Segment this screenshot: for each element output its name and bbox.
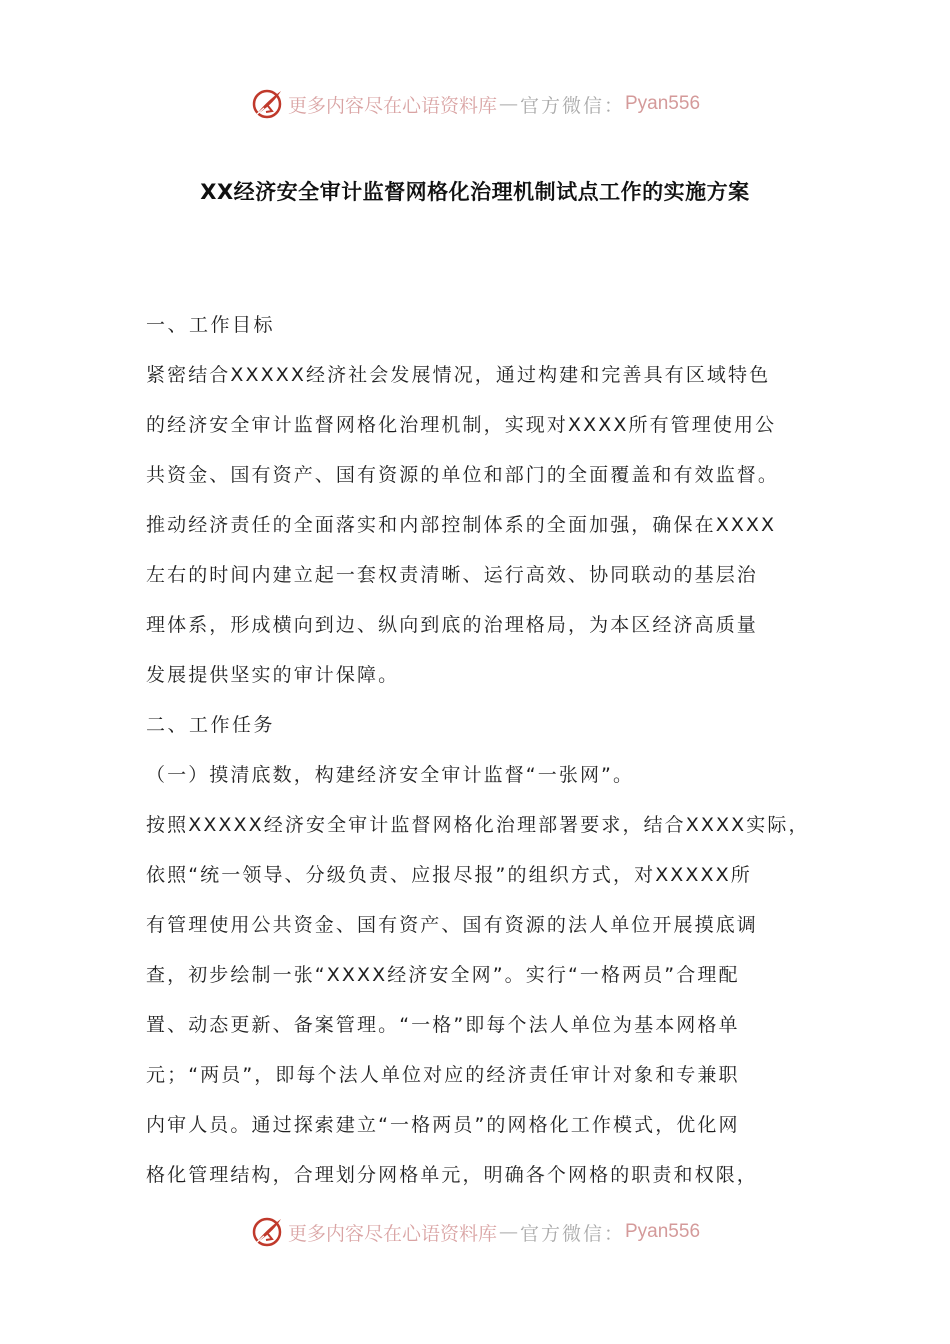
watermark-contact-id: Pyan556 <box>625 1221 701 1242</box>
body-line: 的经济安全审计监督网格化治理机制，实现对XXXX所有管理使用公 <box>146 414 777 436</box>
body-line: 紧密结合XXXXX经济社会发展情况，通过构建和完善具有区域特色 <box>146 364 771 386</box>
body-line: 置、动态更新、备案管理。“一格”即每个法人单位为基本网格单 <box>146 1014 740 1036</box>
watermark-brand: 更多内容尽在心语资料库 <box>287 1222 497 1245</box>
body-line: 内审人员。通过探索建立“一格两员”的网格化工作模式，优化网 <box>146 1114 740 1136</box>
body-line: 按照XXXXX经济安全审计监督网格化治理部署要求，结合XXXX实际， <box>146 814 810 836</box>
body-line: 理体系，形成横向到边、纵向到底的治理格局，为本区经济高质量 <box>146 614 758 636</box>
subsection-heading: （一）摸清底数，构建经济安全审计监督“一张网”。 <box>146 764 635 786</box>
document-body <box>146 300 818 1200</box>
watermark-dash: — <box>498 93 518 115</box>
watermark-contact-id: Pyan556 <box>625 93 701 114</box>
body-line: 推动经济责任的全面落实和内部控制体系的全面加强，确保在XXXX <box>146 514 777 536</box>
watermark-brand: 更多内容尽在心语资料库 <box>287 94 497 117</box>
watermark-footer <box>0 1212 950 1252</box>
body-line: 发展提供坚实的审计保障。 <box>146 664 400 686</box>
section-heading-goals: 一、工作目标 <box>146 314 276 336</box>
body-line: 元；“两员”，即每个法人单位对应的经济责任审计对象和专兼职 <box>146 1064 740 1086</box>
document-title: XX经济安全审计监督网格化治理机制试点工作的实施方案 <box>200 180 750 204</box>
section-heading-tasks: 二、工作任务 <box>146 714 276 736</box>
body-line: 左右的时间内建立起一套权责清晰、运行高效、协同联动的基层治 <box>146 564 758 586</box>
watermark-header <box>0 84 950 124</box>
quill-logo-icon <box>250 87 284 121</box>
body-line: 查，初步绘制一张“XXXX经济安全网”。实行“一格两员”合理配 <box>146 964 740 986</box>
watermark-contact-label: 官方微信： <box>519 1222 625 1245</box>
watermark-contact-label: 官方微信： <box>519 94 625 117</box>
watermark-dash: — <box>498 1221 518 1243</box>
body-line: 依照“统一领导、分级负责、应报尽报”的组织方式，对XXXXX所 <box>146 864 752 886</box>
quill-logo-icon <box>250 1215 284 1249</box>
body-line: 有管理使用公共资金、国有资产、国有资源的法人单位开展摸底调 <box>146 914 758 936</box>
body-line: 共资金、国有资产、国有资源的单位和部门的全面覆盖和有效监督。 <box>146 464 780 486</box>
body-line: 格化管理结构，合理划分网格单元，明确各个网格的职责和权限， <box>146 1164 758 1186</box>
